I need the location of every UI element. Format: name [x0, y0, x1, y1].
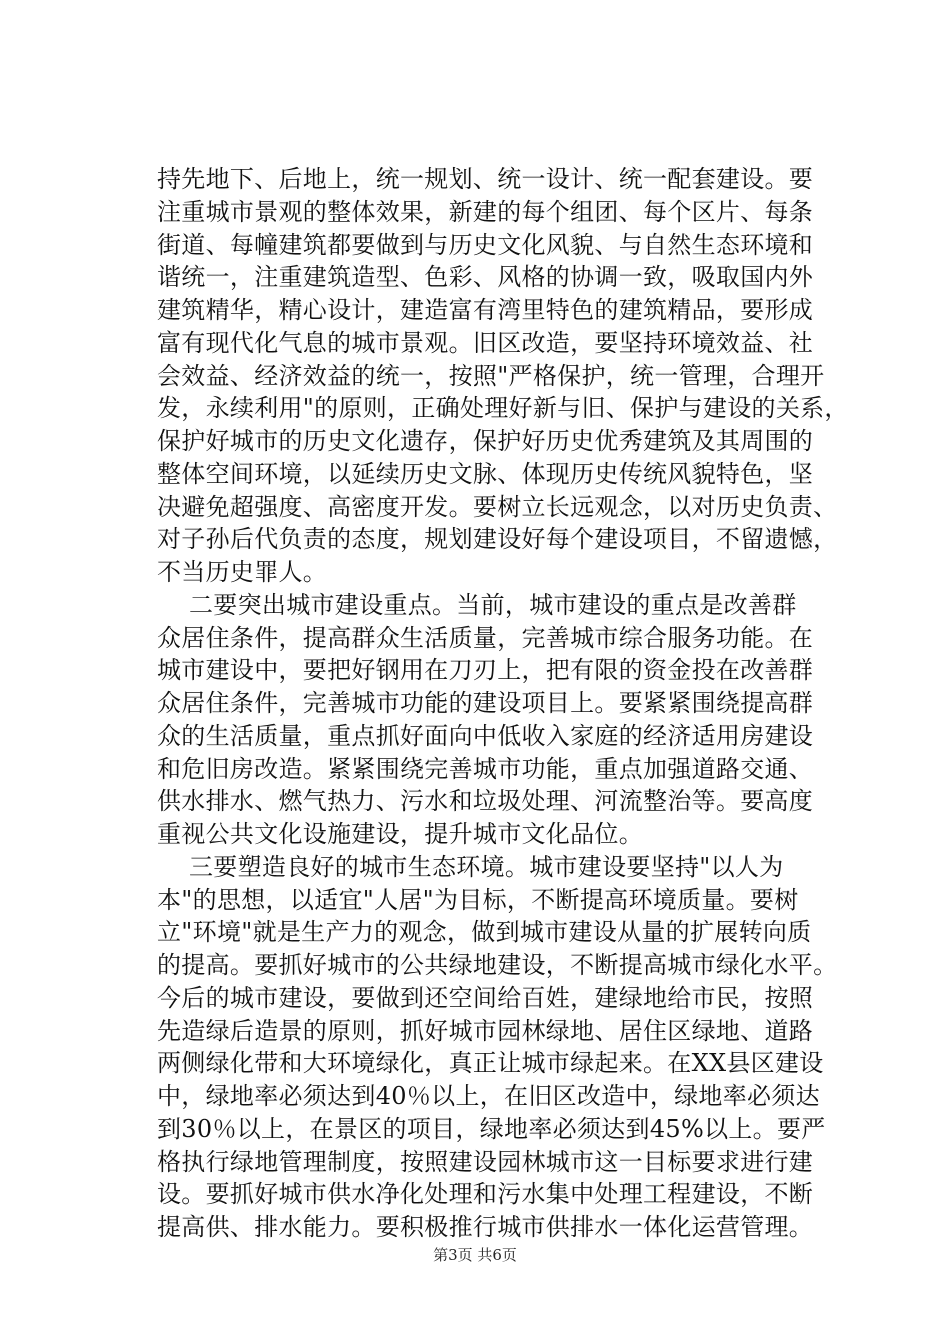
text-line: 供水排水、燃气热力、污水和垃圾处理、河流整治等。要高度: [157, 787, 814, 816]
text-line: 整体空间环境，以延续历史文脉、体现历史传统风貌特色，坚: [157, 459, 814, 488]
text-line: 的提高。要抓好城市的公共绿地建设，不断提高城市绿化水平。: [157, 951, 838, 979]
text-line: 发，永续利用"的原则，正确处理好新与旧、保护与建设的关系，: [157, 394, 849, 423]
text-line: 注重城市景观的整体效果，新建的每个组团、每个区片、每条: [157, 197, 814, 226]
text-line: 街道、每幢建筑都要做到与历史文化风貌、与自然生态环境和: [157, 230, 814, 259]
text-line: 提高供、排水能力。要积极推行城市供排水一体化运营管理。: [157, 1213, 814, 1241]
text-line: 建筑精华，精心设计，建造富有湾里特色的建筑精品，要形成: [157, 296, 814, 324]
text-line: 本"的思想，以适宜"人居"为目标，不断提高环境质量。要树: [157, 885, 799, 914]
body-text: [157, 163, 849, 1244]
text-line: 设。要抓好城市供水净化处理和污水集中处理工程建设，不断: [157, 1180, 814, 1209]
text-line: 中，绿地率必须达到40％以上，在旧区改造中，绿地率必须达: [157, 1082, 820, 1110]
text-line: 众居住条件，提高群众生活质量，完善城市综合服务功能。在: [157, 623, 814, 652]
text-line: 两侧绿化带和大环境绿化，真正让城市绿起来。在XX县区建设: [157, 1049, 824, 1078]
text-line: 富有现代化气息的城市景观。旧区改造，要坚持环境效益、社: [157, 328, 814, 357]
text-line: 持先地下、后地上，统一规划、统一设计、统一配套建设。要: [157, 165, 814, 193]
text-line: 谐统一，注重建筑造型、色彩、风格的协调一致，吸取国内外: [157, 263, 814, 292]
page-number-footer: 第3页 共6页: [433, 1246, 517, 1264]
text-line: 重视公共文化设施建设，提升城市文化品位。: [157, 820, 643, 848]
text-line: 会效益、经济效益的统一，按照"严格保护，统一管理，合理开: [157, 361, 825, 390]
text-line: 城市建设中，要把好钢用在刀刃上，把有限的资金投在改善群: [157, 656, 814, 685]
paragraph-start-line: 二要突出城市建设重点。当前，城市建设的重点是改善群: [189, 590, 797, 619]
text-line: 保护好城市的历史文化遗存，保护好历史优秀建筑及其周围的: [157, 427, 814, 455]
text-line: 不当历史罪人。: [157, 558, 328, 586]
text-line: 到30％以上，在景区的项目，绿地率必须达到45%以上。要严: [157, 1114, 826, 1143]
text-line: 立"环境"就是生产力的观念，做到城市建设从量的扩展转向质: [157, 918, 812, 947]
text-line: 对子孙后代负责的态度，规划建设好每个建设项目，不留遗憾，: [157, 525, 838, 554]
text-line: 今后的城市建设，要做到还空间给百姓，建绿地给市民，按照: [157, 983, 814, 1012]
text-line: 众的生活质量，重点抓好面向中低收入家庭的经济适用房建设: [157, 721, 814, 750]
text-line: 格执行绿地管理制度，按照建设园林城市这一目标要求进行建: [157, 1147, 814, 1176]
text-line: 先造绿后造景的原则，抓好城市园林绿地、居住区绿地、道路: [157, 1016, 814, 1045]
text-line: 众居住条件，完善城市功能的建设项目上。要紧紧围绕提高群: [157, 689, 814, 717]
text-line: 和危旧房改造。紧紧围绕完善城市功能，重点加强道路交通、: [157, 754, 814, 783]
text-line: 决避免超强度、高密度开发。要树立长远观念，以对历史负责、: [157, 492, 838, 521]
paragraph-start-line: 三要塑造良好的城市生态环境。城市建设要坚持"以人为: [189, 852, 784, 881]
